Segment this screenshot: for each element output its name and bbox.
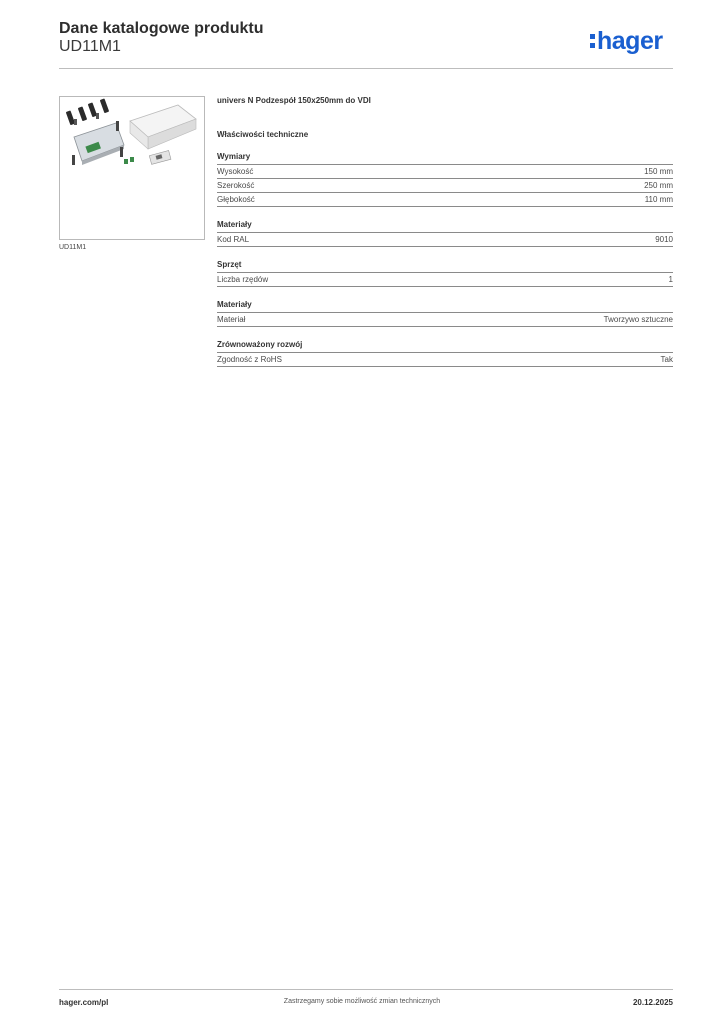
spec-value: 1 xyxy=(668,275,673,284)
spec-row xyxy=(217,165,673,179)
page-title: Dane katalogowe produktu xyxy=(59,20,264,37)
spec-row xyxy=(217,273,673,287)
footer-date: 20.12.2025 xyxy=(632,998,673,1007)
footer-divider xyxy=(59,989,673,990)
product-photo-icon xyxy=(60,97,204,239)
logo-text: hager xyxy=(597,27,663,55)
spec-content xyxy=(217,96,673,367)
section-title: Wymiary xyxy=(217,152,673,165)
section-title: Materiały xyxy=(217,220,673,233)
spec-row xyxy=(217,233,673,247)
spec-value: 110 mm xyxy=(644,195,673,204)
product-code: UD11M1 xyxy=(59,38,121,55)
section-title: Sprzęt xyxy=(217,260,673,273)
spec-row xyxy=(217,193,673,207)
spec-value: Tak xyxy=(660,355,673,364)
section-sustainability xyxy=(217,340,673,367)
section-materials xyxy=(217,300,673,327)
spec-label: Zgodność z RoHS xyxy=(217,355,282,364)
section-title: Materiały xyxy=(217,300,673,313)
spec-row xyxy=(217,313,673,327)
spec-label: Wysokość xyxy=(217,167,254,176)
header-divider xyxy=(59,68,673,69)
spec-label: Liczba rzędów xyxy=(217,275,269,284)
hager-logo xyxy=(590,29,663,54)
spec-value: Tworzywo sztuczne xyxy=(603,315,673,324)
spec-value: 150 mm xyxy=(644,167,673,176)
spec-heading: Właściwości techniczne xyxy=(217,130,309,139)
spec-row xyxy=(217,179,673,193)
product-image xyxy=(59,96,205,240)
footer-disclaimer: Zastrzegamy sobie możliwość zmian technicznych xyxy=(283,998,441,1005)
spec-row xyxy=(217,353,673,367)
spec-value: 9010 xyxy=(655,235,673,244)
section-title: Zrównoważony rozwój xyxy=(217,340,673,353)
spec-label: Kod RAL xyxy=(217,235,250,244)
section-materials-ral xyxy=(217,220,673,247)
spec-value: 250 mm xyxy=(644,181,673,190)
section-hardware xyxy=(217,260,673,287)
image-caption: UD11M1 xyxy=(59,244,87,251)
spec-label: Głębokość xyxy=(217,195,255,204)
spec-label: Materiał xyxy=(217,315,246,324)
logo-dots-icon xyxy=(590,34,595,52)
footer-website-link[interactable]: hager.com/pl xyxy=(59,998,109,1007)
spec-label: Szerokość xyxy=(217,181,255,190)
section-dimensions xyxy=(217,152,673,207)
product-description: univers N Podzespół 150x250mm do VDI xyxy=(217,96,371,105)
